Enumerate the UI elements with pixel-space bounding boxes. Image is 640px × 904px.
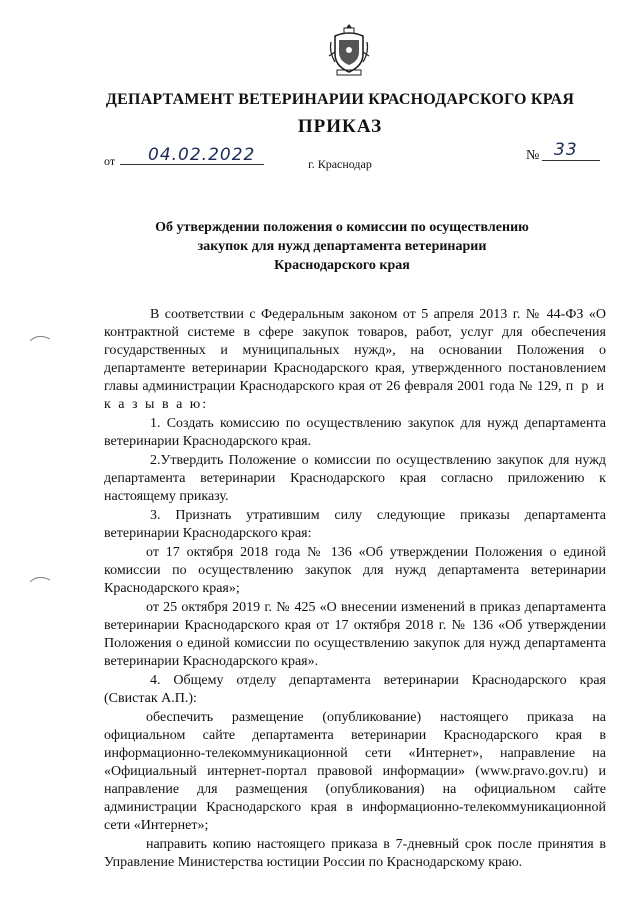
number-prefix: № bbox=[526, 148, 540, 163]
preamble-text: В соответствии с Федеральным законом от 5 апреля 2013 г. № 44-ФЗ «О контрактной системе в сфере закупок товаров, работ, услуг для обеспечения государственных и муниципальных нужд», на основании Положения о департаменте ветеринарии Краснодарского края, утвержденного постановлением главы администрации Краснодарского края от 26 февраля 2001 года № 129, bbox=[104, 307, 606, 394]
item-4a-paragraph: обеспечить размещение (опубликование) настоящего приказа на официальном сайте департамента ветеринарии Краснодарского края в информационно-телекоммуникационной сети «Интернет», направление на «Официальный интернет-портал правовой информации» (www.pravo.gov.ru) и направление для размещения (опубликования) на официальном сайте администрации Краснодарского края в информационно-телекоммуникационной сети «Интернет»; bbox=[104, 710, 606, 833]
handwritten-number: 33 bbox=[554, 140, 578, 160]
subject-line: Краснодарского края bbox=[274, 258, 410, 273]
department-name: ДЕПАРТАМЕНТ ВЕТЕРИНАРИИ КРАСНОДАРСКОГО КРАЯ bbox=[105, 91, 575, 108]
item-3-paragraph: 3. Признать утратившим силу следующие приказы департамента ветеринарии Краснодарского края: bbox=[104, 508, 606, 541]
handwritten-date: 04.02.2022 bbox=[148, 145, 256, 165]
city-line: г. Краснодар bbox=[308, 157, 372, 171]
order-body bbox=[104, 306, 606, 873]
preamble-paragraph bbox=[104, 306, 606, 414]
item-3b-paragraph: от 25 октября 2019 г. № 425 «О внесении изменений в приказ департамента ветеринарии Краснодарского края от 17 октября 2018 г. № 136 «Об утверждении Положения о единой комиссии по осуществлению закупок для нужд департамента ветеринарии Краснодарского края». bbox=[104, 600, 606, 669]
item-4b-paragraph: направить копию настоящего приказа в 7-дневный срок после принятия в Управление Министерства юстиции России по Краснодарскому краю. bbox=[104, 837, 606, 870]
date-prefix: от bbox=[104, 154, 116, 168]
orders-word: п р и к а з ы в а ю: bbox=[104, 379, 606, 412]
item-2-paragraph: 2.Утвердить Положение о комиссии по осуществлению закупок для нужд департамента ветеринарии Краснодарского края согласно приложению к настоящему приказу. bbox=[104, 453, 606, 504]
subject-line: Об утверждении положения о комиссии по осуществлению bbox=[155, 220, 529, 235]
subject-line: закупок для нужд департамента ветеринарии bbox=[197, 239, 487, 254]
order-subject bbox=[110, 218, 574, 275]
item-1-paragraph: 1. Создать комиссию по осуществлению закупок для нужд департамента ветеринарии Краснодарского края. bbox=[104, 416, 606, 449]
margin-mark bbox=[28, 574, 54, 584]
item-4-paragraph: 4. Общему отделу департамента ветеринарии Краснодарского края (Свистак А.П.): bbox=[104, 673, 606, 706]
document-type-title: ПРИКАЗ bbox=[297, 116, 383, 137]
item-3a-paragraph: от 17 октября 2018 года № 136 «Об утверждении Положения о единой комиссии по осуществлению закупок для нужд департамента ветеринарии Краснодарского края»; bbox=[104, 545, 606, 596]
margin-mark bbox=[28, 333, 54, 343]
coat-of-arms-emblem bbox=[327, 22, 371, 78]
